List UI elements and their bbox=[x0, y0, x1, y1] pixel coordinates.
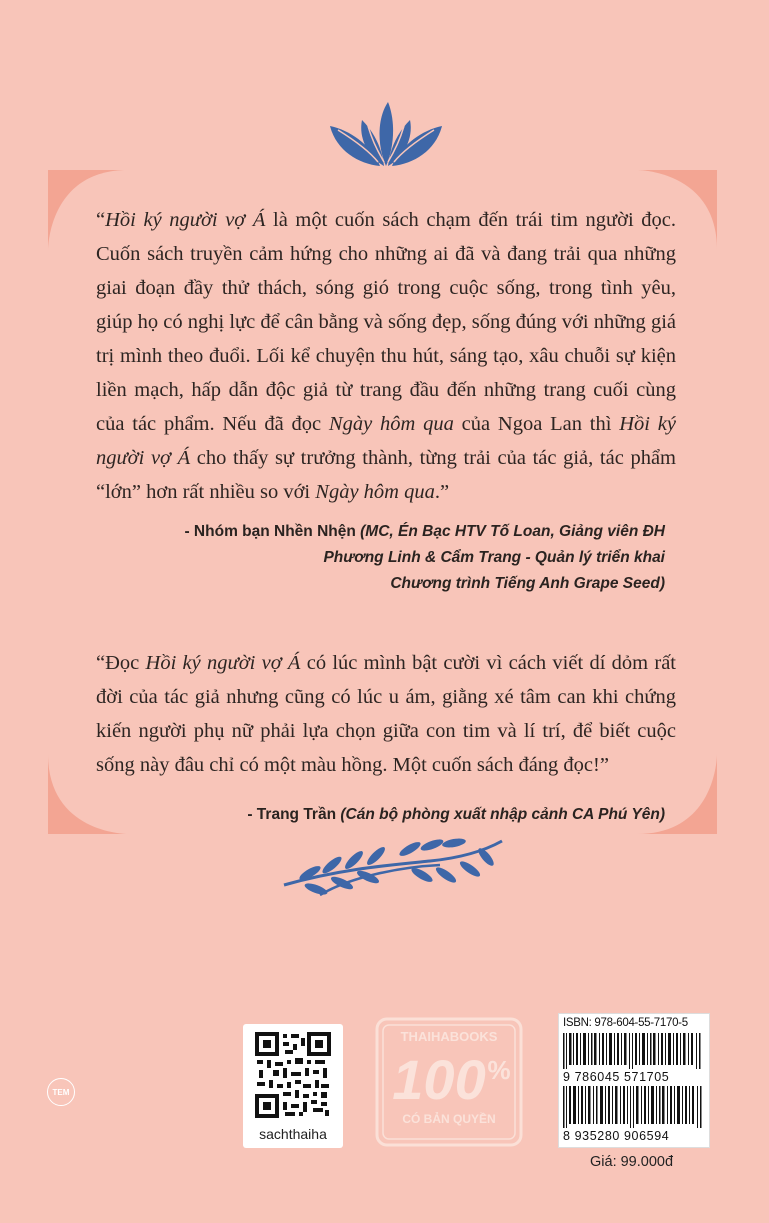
book-title: Hồi ký người vợ Á bbox=[96, 413, 676, 469]
book-title: Hồi ký người vợ Á bbox=[145, 652, 301, 674]
reviewer-name: - Nhóm bạn Nhền Nhện bbox=[184, 523, 361, 540]
review-attribution-2: - Trang Trần (Cán bộ phòng xuất nhập cảnh CA Phú Yên) bbox=[247, 806, 665, 823]
reviewer-name: - Trang Trần bbox=[247, 806, 341, 823]
ean-barcode-icon bbox=[563, 1086, 703, 1128]
qr-code-card[interactable] bbox=[243, 1024, 343, 1148]
book-title: Ngày hôm qua bbox=[315, 481, 435, 503]
badge-percent: 100 bbox=[392, 1048, 486, 1111]
vine-ornament-icon bbox=[280, 835, 506, 897]
badge-percent-sign: % bbox=[487, 1055, 511, 1085]
qr-code-icon bbox=[255, 1032, 331, 1118]
badge-brand: THAIHABOOKS bbox=[400, 1029, 498, 1044]
qr-label: sachthaiha bbox=[259, 1126, 327, 1142]
book-title: Hồi ký người vợ Á bbox=[105, 209, 266, 231]
book-title: Ngày hôm qua bbox=[328, 413, 454, 435]
barcode-block bbox=[558, 1013, 710, 1148]
ean-barcode-number: 8 935280 906594 bbox=[563, 1129, 670, 1143]
review-quote-2: “Đọc Hồi ký người vợ Á có lúc mình bật cười vì cách viết dí dỏm rất đời của tác giả nhưng cũng có lúc u ám, giằng xé tâm can khi chứng kiến người phụ nữ phải lựa chọn giữa con tim và lí trí, để biết cuộc sống này đâu chỉ có một màu hồng. Một cuốn sách đáng đọc!” bbox=[96, 652, 676, 776]
isbn-label: ISBN: 978-604-55-7170-5 bbox=[563, 1017, 688, 1029]
copyright-badge-icon bbox=[375, 1017, 523, 1147]
badge-caption: CÓ BẢN QUYỀN bbox=[402, 1112, 496, 1126]
price-label: Giá: 99.000đ bbox=[590, 1154, 674, 1170]
isbn-barcode-number: 9 786045 571705 bbox=[563, 1070, 670, 1084]
tem-seal-icon: TEM bbox=[47, 1078, 75, 1106]
leaf-ornament-icon bbox=[328, 100, 444, 168]
isbn-barcode-icon bbox=[563, 1033, 703, 1069]
review-quote-1: “Hồi ký người vợ Á là một cuốn sách chạm đến trái tim người đọc. Cuốn sách truyền cảm hứng cho những ai đã và đang trải qua những giai đoạn đầy thử thách, sóng gió trong cuộc sống, trong tình yêu, giúp họ có nghị lực để cân bằng và sống đẹp, sống đúng với những giá trị mình theo đuổi. Lối kể chuyện thu hút, sáng tạo, xâu chuỗi sự kiện liền mạch, hấp dẫn độc giả từ trang đầu đến những trang cuối cùng của tác phẩm. Nếu đã đọc Ngày hôm qua của Ngoa Lan thì Hồi ký người vợ Á cho thấy sự trưởng thành, từng trải của tác giả, tác phẩm “lớn” hơn rất nhiều so với Ngày hôm qua.” bbox=[96, 209, 676, 503]
review-attribution-1: - Nhóm bạn Nhền Nhện (MC, Én Bạc HTV Tố Loan, Giảng viên ĐH Phương Linh & Cẩm Trang - Quản lý triển khai Chương trình Tiếng Anh Grape Seed) bbox=[184, 523, 665, 592]
